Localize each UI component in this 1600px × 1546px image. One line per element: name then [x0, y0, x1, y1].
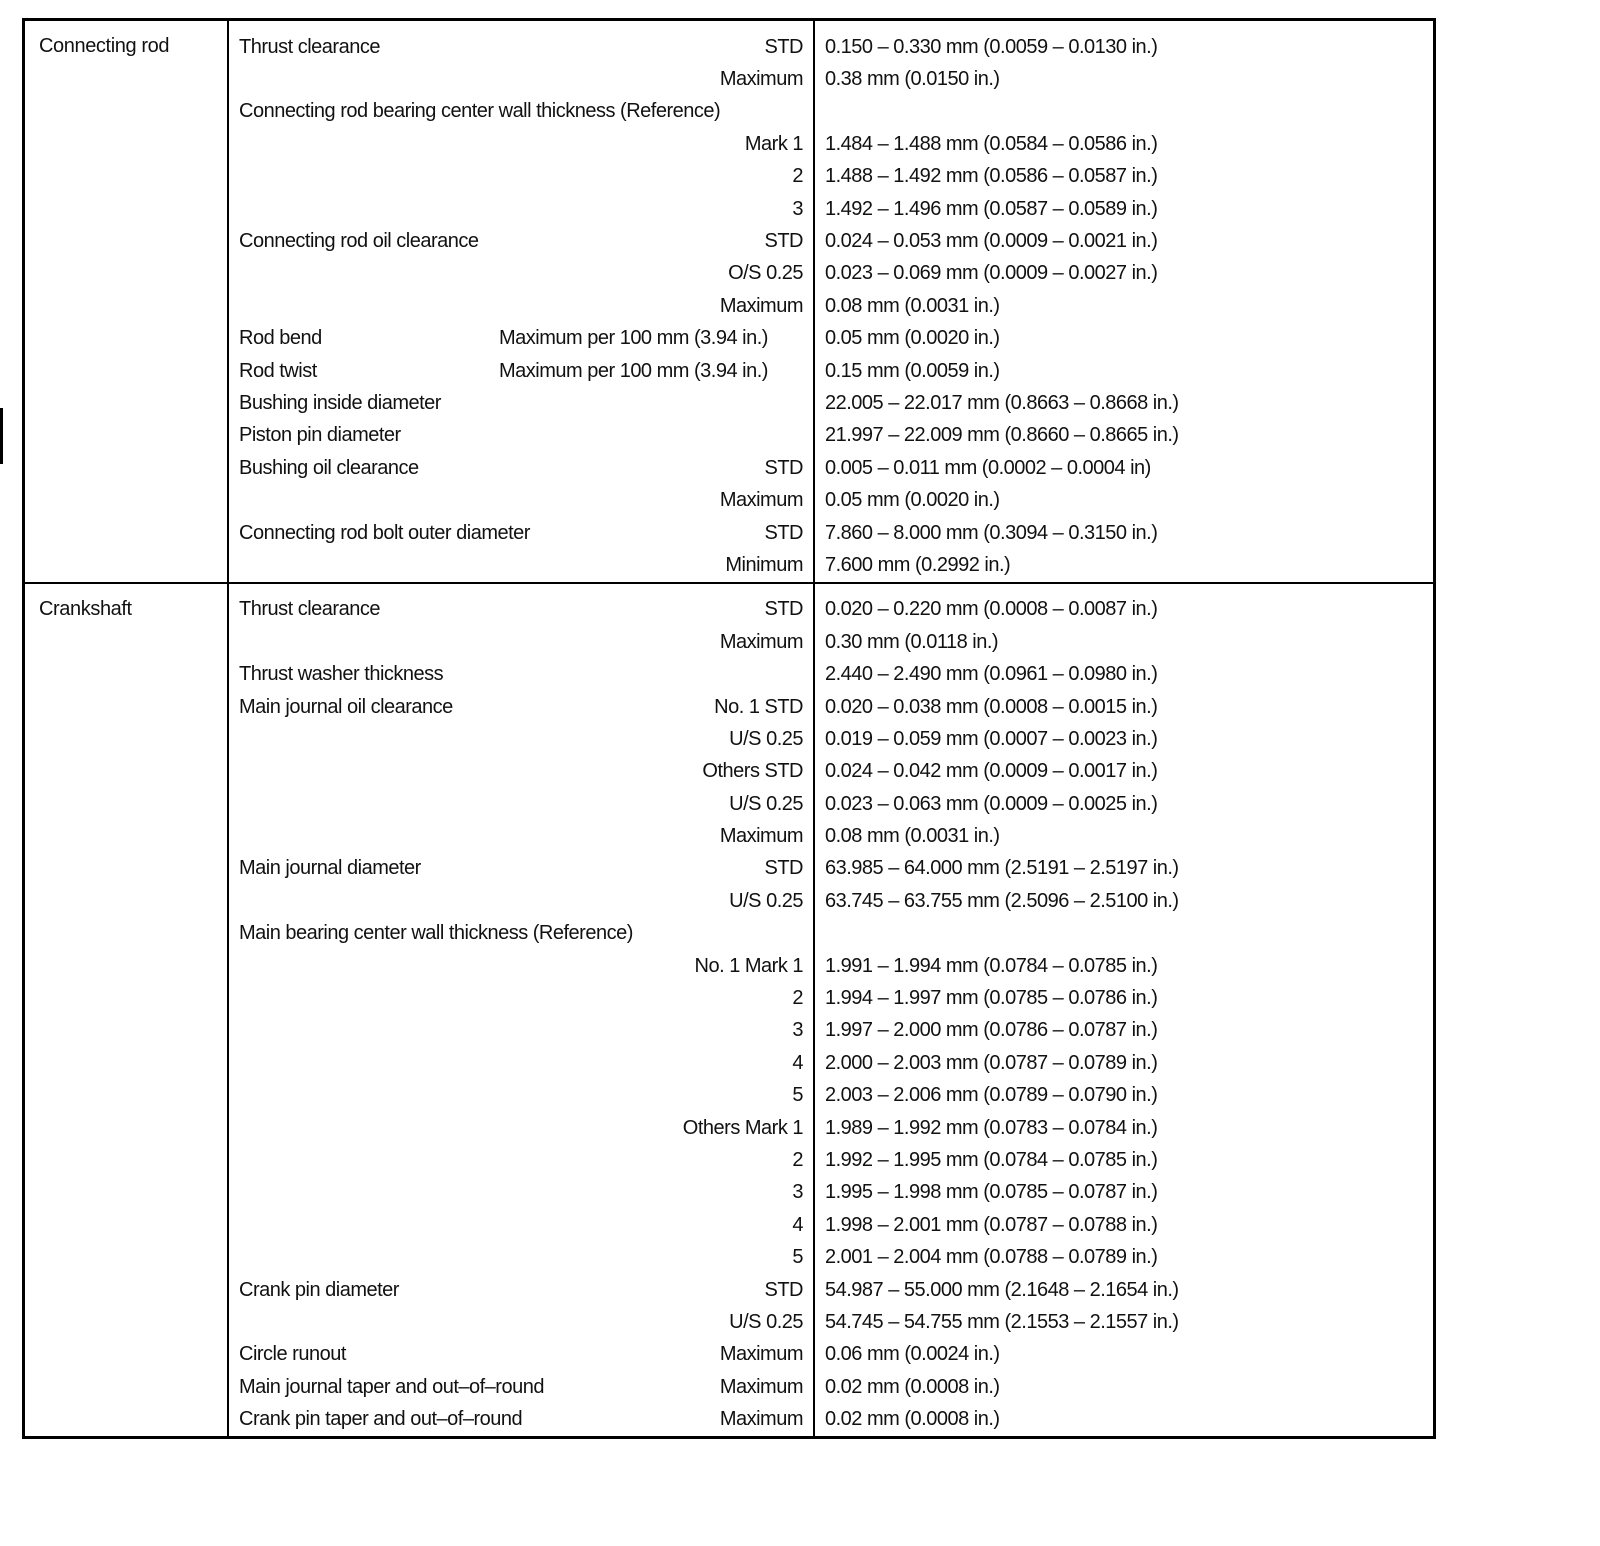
spec-row: [229, 1371, 813, 1403]
value-column: [815, 21, 1433, 582]
spec-row: [815, 290, 1433, 322]
spec-condition: Maximum: [719, 825, 803, 848]
spec-condition: Others Mark 1: [682, 1116, 803, 1139]
spec-row: [229, 1177, 813, 1209]
spec-row: [229, 723, 813, 755]
spec-value: 1.991 – 1.994 mm (0.0784 – 0.0785 in.): [825, 954, 1158, 977]
spec-row: [815, 193, 1433, 225]
spec-table: [22, 18, 1436, 1439]
spec-value: 1.488 – 1.492 mm (0.0586 – 0.0587 in.): [825, 165, 1158, 188]
spec-condition: STD: [764, 857, 803, 880]
spec-item: Rod bend: [239, 327, 322, 350]
spec-row: [229, 1306, 813, 1338]
spec-row: [229, 1144, 813, 1176]
spec-value: 0.020 – 0.038 mm (0.0008 – 0.0015 in.): [825, 695, 1158, 718]
spec-value: 1.484 – 1.488 mm (0.0584 – 0.0586 in.): [825, 132, 1158, 155]
spec-value: 0.02 mm (0.0008 in.): [825, 1375, 1000, 1398]
spec-value: 0.023 – 0.063 mm (0.0009 – 0.0025 in.): [825, 792, 1158, 815]
spec-condition: STD: [764, 230, 803, 253]
spec-value: 0.024 – 0.053 mm (0.0009 – 0.0021 in.): [825, 230, 1158, 253]
spec-row: [229, 982, 813, 1014]
spec-value: 2.003 – 2.006 mm (0.0789 – 0.0790 in.): [825, 1084, 1158, 1107]
spec-condition: 4: [792, 1051, 803, 1074]
spec-condition: Minimum: [725, 553, 803, 576]
spec-value: 2.440 – 2.490 mm (0.0961 – 0.0980 in.): [825, 663, 1158, 686]
spec-row: [815, 820, 1433, 852]
spec-row: [229, 756, 813, 788]
spec-item: Thrust washer thickness: [239, 663, 444, 686]
spec-item: Rod twist: [239, 359, 317, 382]
spec-condition: Maximum: [719, 294, 803, 317]
spec-row: [229, 594, 813, 626]
spec-condition: Maximum: [719, 1343, 803, 1366]
spec-condition: STD: [764, 521, 803, 544]
spec-row: [815, 918, 1433, 950]
spec-row: [229, 1403, 813, 1435]
spec-row: [229, 918, 813, 950]
spec-row: [229, 1339, 813, 1371]
spec-row: [229, 626, 813, 658]
spec-value: 1.995 – 1.998 mm (0.0785 – 0.0787 in.): [825, 1181, 1158, 1204]
spec-row: [815, 484, 1433, 516]
spec-value: 0.024 – 0.042 mm (0.0009 – 0.0017 in.): [825, 760, 1158, 783]
spec-row: [229, 161, 813, 193]
spec-condition: STD: [764, 598, 803, 621]
spec-row: [229, 658, 813, 690]
spec-row: [229, 1241, 813, 1273]
spec-condition: STD: [764, 35, 803, 58]
spec-value: 21.997 – 22.009 mm (0.8660 – 0.8665 in.): [825, 424, 1179, 447]
spec-row: [815, 853, 1433, 885]
spec-condition: U/S 0.25: [729, 889, 803, 912]
spec-value: 1.989 – 1.992 mm (0.0783 – 0.0784 in.): [825, 1116, 1158, 1139]
spec-item: Crank pin diameter: [239, 1278, 399, 1301]
spec-row: [229, 1080, 813, 1112]
spec-row: [229, 484, 813, 516]
spec-value: 2.000 – 2.003 mm (0.0787 – 0.0789 in.): [825, 1051, 1158, 1074]
spec-row: [229, 820, 813, 852]
spec-item: Piston pin diameter: [239, 424, 401, 447]
spec-value: 0.02 mm (0.0008 in.): [825, 1408, 1000, 1431]
spec-row: [229, 1112, 813, 1144]
spec-value: 0.08 mm (0.0031 in.): [825, 825, 1000, 848]
spec-row: [229, 128, 813, 160]
spec-row: [229, 885, 813, 917]
spec-item: Thrust clearance: [239, 35, 380, 58]
spec-item: Bushing oil clearance: [239, 456, 419, 479]
spec-row: [229, 31, 813, 63]
spec-value: 0.38 mm (0.0150 in.): [825, 68, 1000, 91]
spec-value: 1.998 – 2.001 mm (0.0787 – 0.0788 in.): [825, 1213, 1158, 1236]
spec-row: [229, 1015, 813, 1047]
spec-row: [815, 323, 1433, 355]
spec-row: [229, 691, 813, 723]
category-label: Connecting rod: [25, 21, 229, 582]
spec-row: [229, 452, 813, 484]
spec-row: [815, 756, 1433, 788]
spec-condition: No. 1 Mark 1: [694, 954, 803, 977]
section-crankshaft: [25, 582, 1433, 1436]
spec-row: [229, 193, 813, 225]
spec-condition: 2: [792, 987, 803, 1010]
spec-condition: 2: [792, 1148, 803, 1171]
spec-value: 1.994 – 1.997 mm (0.0785 – 0.0786 in.): [825, 987, 1158, 1010]
spec-row: [815, 225, 1433, 257]
spec-row: [229, 96, 813, 128]
spec-row: [815, 258, 1433, 290]
spec-row: [815, 658, 1433, 690]
spec-value: 0.150 – 0.330 mm (0.0059 – 0.0130 in.): [825, 35, 1158, 58]
spec-row: [229, 258, 813, 290]
spec-row: [815, 517, 1433, 549]
spec-row: [815, 387, 1433, 419]
spec-row: [815, 549, 1433, 581]
spec-item: Circle runout: [239, 1343, 346, 1366]
spec-row: [229, 1274, 813, 1306]
spec-row: [815, 950, 1433, 982]
spec-row: [229, 853, 813, 885]
spec-row: [815, 96, 1433, 128]
spec-row: [815, 128, 1433, 160]
spec-condition: U/S 0.25: [729, 727, 803, 750]
spec-value: 0.020 – 0.220 mm (0.0008 – 0.0087 in.): [825, 598, 1158, 621]
spec-row: [229, 549, 813, 581]
spec-row: [815, 1080, 1433, 1112]
section-connecting-rod: [25, 21, 1433, 582]
spec-condition: STD: [764, 1278, 803, 1301]
spec-condition: Mark 1: [744, 132, 803, 155]
spec-row: [815, 1339, 1433, 1371]
spec-row: [815, 1371, 1433, 1403]
spec-value: 0.15 mm (0.0059 in.): [825, 359, 1000, 382]
spec-value: 0.08 mm (0.0031 in.): [825, 294, 1000, 317]
spec-row: [815, 1306, 1433, 1338]
spec-value: 0.06 mm (0.0024 in.): [825, 1343, 1000, 1366]
spec-value: 7.600 mm (0.2992 in.): [825, 553, 1011, 576]
spec-value: 0.019 – 0.059 mm (0.0007 – 0.0023 in.): [825, 727, 1158, 750]
spec-row: [815, 626, 1433, 658]
spec-value: 54.745 – 54.755 mm (2.1553 – 2.1557 in.): [825, 1310, 1179, 1333]
spec-condition: U/S 0.25: [729, 1310, 803, 1333]
spec-condition: Maximum: [719, 630, 803, 653]
spec-condition: Maximum: [719, 1408, 803, 1431]
spec-row: [815, 1177, 1433, 1209]
spec-value: 1.492 – 1.496 mm (0.0587 – 0.0589 in.): [825, 197, 1158, 220]
spec-row: [815, 1144, 1433, 1176]
spec-row: [229, 950, 813, 982]
spec-row: [815, 594, 1433, 626]
spec-row: [229, 387, 813, 419]
spec-condition: STD: [764, 456, 803, 479]
spec-item: Main journal oil clearance: [239, 695, 453, 718]
spec-condition: 3: [792, 1019, 803, 1042]
spec-row: [815, 161, 1433, 193]
spec-condition: 5: [792, 1084, 803, 1107]
category-label: Crankshaft: [25, 584, 229, 1436]
spec-row: [815, 1403, 1433, 1435]
spec-item: Crank pin taper and out–of–round: [239, 1408, 523, 1431]
spec-row: [815, 885, 1433, 917]
spec-row: [815, 1015, 1433, 1047]
spec-value: 7.860 – 8.000 mm (0.3094 – 0.3150 in.): [825, 521, 1158, 544]
spec-condition: Others STD: [702, 760, 803, 783]
spec-value: 63.745 – 63.755 mm (2.5096 – 2.5100 in.): [825, 889, 1179, 912]
spec-item: Bushing inside diameter: [239, 391, 441, 414]
spec-row: [229, 1047, 813, 1079]
spec-condition: Maximum: [719, 1375, 803, 1398]
spec-condition: 3: [792, 197, 803, 220]
spec-value: 1.992 – 1.995 mm (0.0784 – 0.0785 in.): [825, 1148, 1158, 1171]
value-column: [815, 584, 1433, 1436]
spec-row: [229, 323, 813, 355]
spec-row: [229, 63, 813, 95]
spec-condition: O/S 0.25: [728, 262, 803, 285]
spec-value: 0.30 mm (0.0118 in.): [825, 630, 999, 653]
spec-item: Main journal diameter: [239, 857, 421, 880]
spec-condition: 5: [792, 1246, 803, 1269]
spec-row: [229, 517, 813, 549]
spec-item: Connecting rod bearing center wall thickness (Reference): [239, 100, 721, 123]
spec-value: 0.023 – 0.069 mm (0.0009 – 0.0027 in.): [825, 262, 1158, 285]
spec-value: 63.985 – 64.000 mm (2.5191 – 2.5197 in.): [825, 857, 1179, 880]
spec-item: Connecting rod oil clearance: [239, 230, 479, 253]
item-column: [229, 584, 815, 1436]
spec-row: [815, 355, 1433, 387]
spec-row: [815, 1209, 1433, 1241]
spec-row: [229, 788, 813, 820]
spec-value: 2.001 – 2.004 mm (0.0788 – 0.0789 in.): [825, 1246, 1158, 1269]
spec-limit-note: Maximum per 100 mm (3.94 in.): [499, 359, 768, 382]
spec-condition: U/S 0.25: [729, 792, 803, 815]
spec-row: [229, 355, 813, 387]
spec-value: 1.997 – 2.000 mm (0.0786 – 0.0787 in.): [825, 1019, 1158, 1042]
spec-row: [815, 1112, 1433, 1144]
spec-row: [815, 691, 1433, 723]
spec-condition: Maximum: [719, 489, 803, 512]
spec-value: 22.005 – 22.017 mm (0.8663 – 0.8668 in.): [825, 391, 1179, 414]
spec-value: 0.05 mm (0.0020 in.): [825, 489, 1000, 512]
margin-change-bar: [0, 408, 3, 464]
spec-row: [815, 982, 1433, 1014]
spec-condition: 4: [792, 1213, 803, 1236]
spec-row: [229, 290, 813, 322]
spec-condition: 2: [792, 165, 803, 188]
spec-row: [815, 788, 1433, 820]
spec-row: [815, 452, 1433, 484]
spec-row: [229, 225, 813, 257]
spec-row: [815, 420, 1433, 452]
spec-row: [229, 420, 813, 452]
spec-row: [815, 1274, 1433, 1306]
spec-value: 54.987 – 55.000 mm (2.1648 – 2.1654 in.): [825, 1278, 1179, 1301]
spec-value: 0.005 – 0.011 mm (0.0002 – 0.0004 in): [825, 456, 1151, 479]
spec-condition: No. 1 STD: [714, 695, 803, 718]
spec-row: [815, 63, 1433, 95]
spec-row: [815, 31, 1433, 63]
spec-condition: 3: [792, 1181, 803, 1204]
spec-row: [815, 1241, 1433, 1273]
spec-item: Main journal taper and out–of–round: [239, 1375, 544, 1398]
spec-item: Main bearing center wall thickness (Reference): [239, 922, 633, 945]
spec-row: [229, 1209, 813, 1241]
spec-row: [815, 1047, 1433, 1079]
spec-value: 0.05 mm (0.0020 in.): [825, 327, 1000, 350]
spec-item: Connecting rod bolt outer diameter: [239, 521, 530, 544]
spec-limit-note: Maximum per 100 mm (3.94 in.): [499, 327, 768, 350]
spec-row: [815, 723, 1433, 755]
item-column: [229, 21, 815, 582]
spec-condition: Maximum: [719, 68, 803, 91]
spec-item: Thrust clearance: [239, 598, 380, 621]
